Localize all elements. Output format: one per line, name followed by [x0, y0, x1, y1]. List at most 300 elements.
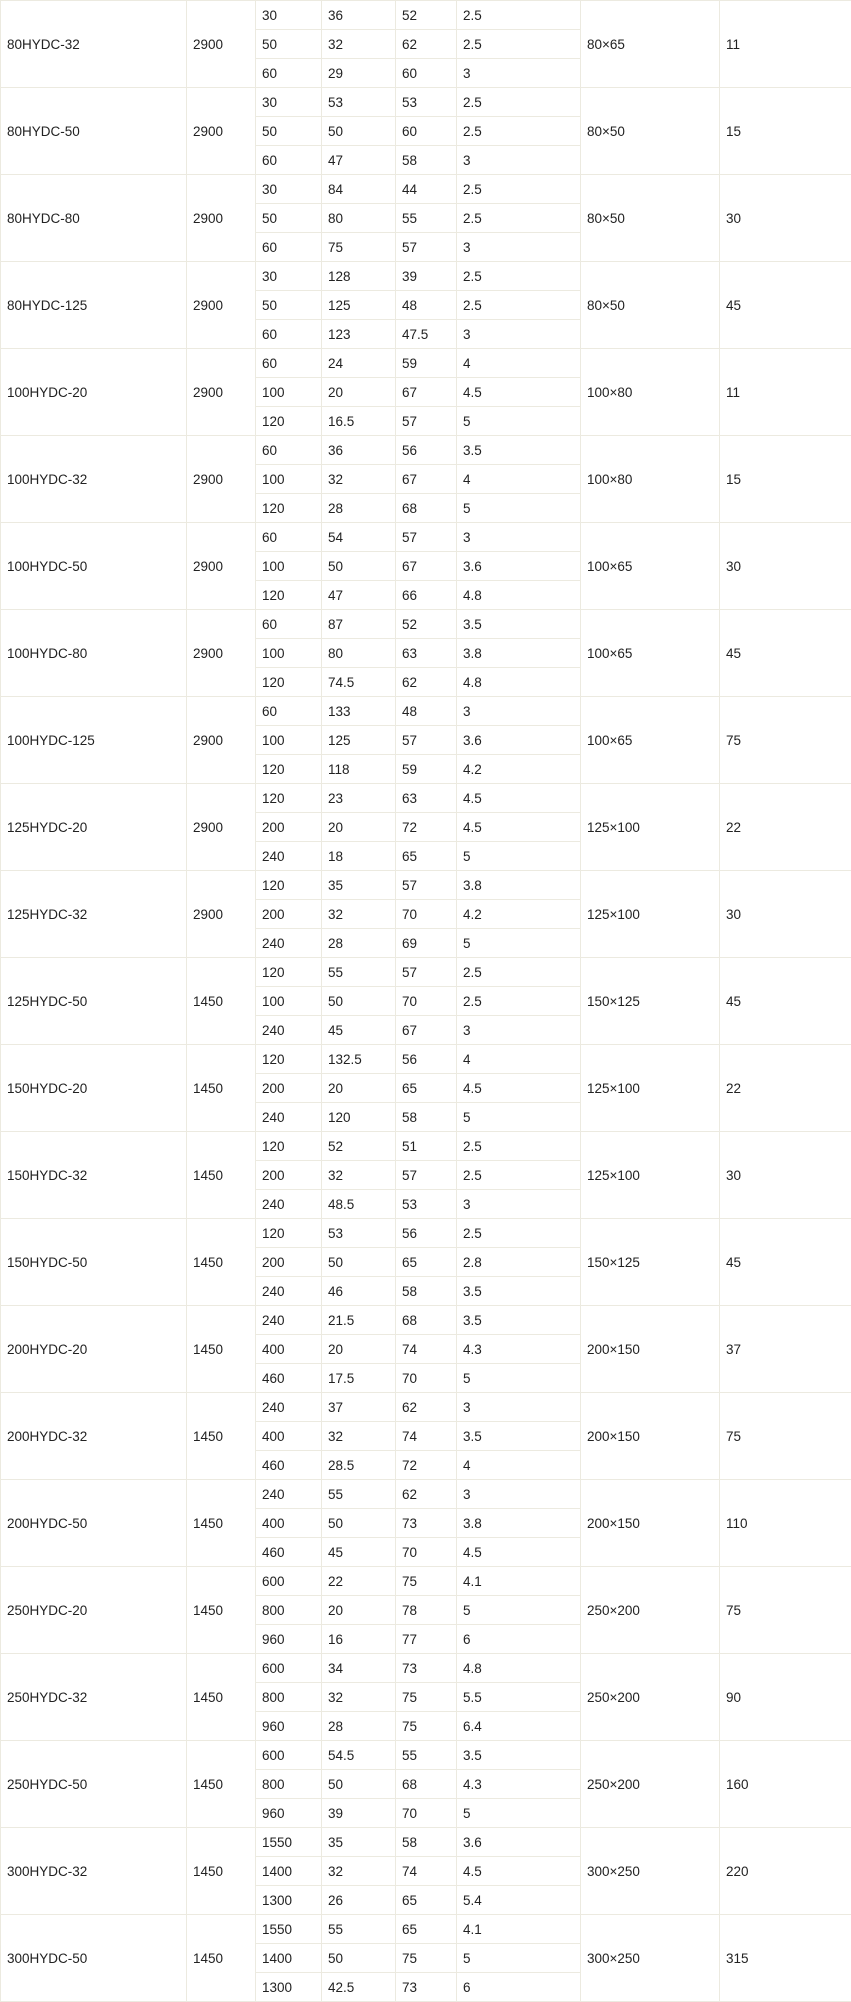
efficiency-cell: 72 [396, 813, 457, 842]
npsh-cell: 5 [457, 1103, 581, 1132]
efficiency-cell: 59 [396, 755, 457, 784]
table-row [1, 349, 851, 378]
flange-size-cell: 80×65 [581, 1, 720, 88]
speed-cell: 2900 [187, 523, 256, 610]
model-cell: 80HYDC-125 [1, 262, 187, 349]
npsh-cell: 4.5 [457, 1857, 581, 1886]
efficiency-cell: 70 [396, 900, 457, 929]
efficiency-cell: 75 [396, 1944, 457, 1973]
head-cell: 45 [322, 1538, 396, 1567]
flange-size-cell: 125×100 [581, 784, 720, 871]
npsh-cell: 4.8 [457, 668, 581, 697]
flow-cell: 30 [256, 262, 322, 291]
flow-cell: 100 [256, 639, 322, 668]
motor-power-cell: 45 [720, 1219, 851, 1306]
model-cell: 100HYDC-20 [1, 349, 187, 436]
efficiency-cell: 57 [396, 407, 457, 436]
efficiency-cell: 56 [396, 1045, 457, 1074]
efficiency-cell: 63 [396, 639, 457, 668]
table-row [1, 1306, 851, 1335]
npsh-cell: 2.5 [457, 204, 581, 233]
npsh-cell: 4.5 [457, 784, 581, 813]
efficiency-cell: 55 [396, 1741, 457, 1770]
head-cell: 54.5 [322, 1741, 396, 1770]
flow-cell: 120 [256, 494, 322, 523]
flow-cell: 120 [256, 958, 322, 987]
npsh-cell: 2.5 [457, 88, 581, 117]
model-cell: 250HYDC-32 [1, 1654, 187, 1741]
flow-cell: 1400 [256, 1944, 322, 1973]
motor-power-cell: 45 [720, 610, 851, 697]
npsh-cell: 2.5 [457, 30, 581, 59]
model-cell: 80HYDC-80 [1, 175, 187, 262]
head-cell: 32 [322, 30, 396, 59]
flow-cell: 200 [256, 900, 322, 929]
model-cell: 125HYDC-20 [1, 784, 187, 871]
npsh-cell: 2.5 [457, 1132, 581, 1161]
head-cell: 132.5 [322, 1045, 396, 1074]
flow-cell: 240 [256, 1393, 322, 1422]
flow-cell: 60 [256, 146, 322, 175]
flange-size-cell: 80×50 [581, 88, 720, 175]
speed-cell: 1450 [187, 1219, 256, 1306]
npsh-cell: 3 [457, 233, 581, 262]
flow-cell: 120 [256, 1219, 322, 1248]
efficiency-cell: 75 [396, 1567, 457, 1596]
flange-size-cell: 250×200 [581, 1741, 720, 1828]
npsh-cell: 3.6 [457, 726, 581, 755]
flow-cell: 240 [256, 1016, 322, 1045]
speed-cell: 1450 [187, 1480, 256, 1567]
head-cell: 125 [322, 726, 396, 755]
flow-cell: 60 [256, 59, 322, 88]
table-row [1, 436, 851, 465]
head-cell: 35 [322, 871, 396, 900]
flow-cell: 120 [256, 1132, 322, 1161]
efficiency-cell: 70 [396, 1799, 457, 1828]
efficiency-cell: 63 [396, 784, 457, 813]
npsh-cell: 3.5 [457, 610, 581, 639]
head-cell: 84 [322, 175, 396, 204]
flow-cell: 120 [256, 784, 322, 813]
npsh-cell: 4.1 [457, 1567, 581, 1596]
efficiency-cell: 67 [396, 378, 457, 407]
flow-cell: 240 [256, 1103, 322, 1132]
npsh-cell: 3.6 [457, 552, 581, 581]
npsh-cell: 6 [457, 1625, 581, 1654]
flange-size-cell: 200×150 [581, 1306, 720, 1393]
npsh-cell: 5.4 [457, 1886, 581, 1915]
flow-cell: 1550 [256, 1915, 322, 1944]
head-cell: 128 [322, 262, 396, 291]
npsh-cell: 3 [457, 1480, 581, 1509]
flow-cell: 120 [256, 1045, 322, 1074]
head-cell: 34 [322, 1654, 396, 1683]
npsh-cell: 5 [457, 494, 581, 523]
motor-power-cell: 45 [720, 958, 851, 1045]
efficiency-cell: 75 [396, 1712, 457, 1741]
model-cell: 200HYDC-50 [1, 1480, 187, 1567]
efficiency-cell: 58 [396, 1277, 457, 1306]
speed-cell: 2900 [187, 610, 256, 697]
efficiency-cell: 57 [396, 871, 457, 900]
model-cell: 100HYDC-80 [1, 610, 187, 697]
table-row [1, 262, 851, 291]
table-row [1, 1132, 851, 1161]
motor-power-cell: 15 [720, 436, 851, 523]
model-cell: 300HYDC-32 [1, 1828, 187, 1915]
flow-cell: 240 [256, 1306, 322, 1335]
efficiency-cell: 65 [396, 1074, 457, 1103]
head-cell: 36 [322, 1, 396, 30]
motor-power-cell: 15 [720, 88, 851, 175]
head-cell: 28 [322, 1712, 396, 1741]
flange-size-cell: 100×65 [581, 610, 720, 697]
speed-cell: 2900 [187, 349, 256, 436]
flow-cell: 50 [256, 30, 322, 59]
flow-cell: 960 [256, 1625, 322, 1654]
head-cell: 28 [322, 929, 396, 958]
npsh-cell: 4.5 [457, 378, 581, 407]
efficiency-cell: 59 [396, 349, 457, 378]
motor-power-cell: 22 [720, 1045, 851, 1132]
npsh-cell: 4.1 [457, 1915, 581, 1944]
npsh-cell: 4.5 [457, 1538, 581, 1567]
efficiency-cell: 57 [396, 958, 457, 987]
npsh-cell: 3.8 [457, 1509, 581, 1538]
speed-cell: 1450 [187, 1567, 256, 1654]
motor-power-cell: 30 [720, 871, 851, 958]
npsh-cell: 2.8 [457, 1248, 581, 1277]
efficiency-cell: 51 [396, 1132, 457, 1161]
npsh-cell: 4.3 [457, 1335, 581, 1364]
efficiency-cell: 58 [396, 1103, 457, 1132]
efficiency-cell: 44 [396, 175, 457, 204]
npsh-cell: 4 [457, 1451, 581, 1480]
flow-cell: 960 [256, 1712, 322, 1741]
flow-cell: 240 [256, 1277, 322, 1306]
head-cell: 32 [322, 465, 396, 494]
speed-cell: 2900 [187, 1, 256, 88]
head-cell: 80 [322, 204, 396, 233]
flow-cell: 30 [256, 1, 322, 30]
flange-size-cell: 250×200 [581, 1567, 720, 1654]
motor-power-cell: 75 [720, 697, 851, 784]
flow-cell: 120 [256, 668, 322, 697]
motor-power-cell: 45 [720, 262, 851, 349]
efficiency-cell: 62 [396, 1393, 457, 1422]
head-cell: 55 [322, 1480, 396, 1509]
flow-cell: 460 [256, 1451, 322, 1480]
flange-size-cell: 100×80 [581, 349, 720, 436]
head-cell: 53 [322, 88, 396, 117]
model-cell: 80HYDC-50 [1, 88, 187, 175]
model-cell: 80HYDC-32 [1, 1, 187, 88]
flow-cell: 50 [256, 291, 322, 320]
head-cell: 125 [322, 291, 396, 320]
table-row [1, 1567, 851, 1596]
npsh-cell: 2.5 [457, 958, 581, 987]
flow-cell: 1300 [256, 1973, 322, 2002]
head-cell: 80 [322, 639, 396, 668]
flow-cell: 800 [256, 1596, 322, 1625]
efficiency-cell: 70 [396, 1364, 457, 1393]
npsh-cell: 3.5 [457, 1306, 581, 1335]
npsh-cell: 2.5 [457, 1, 581, 30]
efficiency-cell: 77 [396, 1625, 457, 1654]
motor-power-cell: 90 [720, 1654, 851, 1741]
efficiency-cell: 62 [396, 1480, 457, 1509]
npsh-cell: 3 [457, 523, 581, 552]
efficiency-cell: 47.5 [396, 320, 457, 349]
npsh-cell: 6 [457, 1973, 581, 2002]
npsh-cell: 2.5 [457, 117, 581, 146]
speed-cell: 1450 [187, 1306, 256, 1393]
head-cell: 50 [322, 1509, 396, 1538]
efficiency-cell: 62 [396, 30, 457, 59]
flow-cell: 50 [256, 204, 322, 233]
efficiency-cell: 52 [396, 1, 457, 30]
npsh-cell: 3 [457, 1190, 581, 1219]
npsh-cell: 3 [457, 320, 581, 349]
npsh-cell: 3.8 [457, 871, 581, 900]
flow-cell: 60 [256, 320, 322, 349]
motor-power-cell: 30 [720, 1132, 851, 1219]
flow-cell: 460 [256, 1538, 322, 1567]
flow-cell: 400 [256, 1509, 322, 1538]
npsh-cell: 3.5 [457, 436, 581, 465]
flow-cell: 1400 [256, 1857, 322, 1886]
speed-cell: 2900 [187, 697, 256, 784]
npsh-cell: 5 [457, 407, 581, 436]
flow-cell: 100 [256, 552, 322, 581]
npsh-cell: 4 [457, 349, 581, 378]
table-row [1, 1828, 851, 1857]
efficiency-cell: 65 [396, 1886, 457, 1915]
flow-cell: 800 [256, 1683, 322, 1712]
flange-size-cell: 200×150 [581, 1480, 720, 1567]
model-cell: 100HYDC-32 [1, 436, 187, 523]
model-cell: 250HYDC-20 [1, 1567, 187, 1654]
flange-size-cell: 125×100 [581, 1045, 720, 1132]
flange-size-cell: 250×200 [581, 1654, 720, 1741]
flow-cell: 120 [256, 581, 322, 610]
flow-cell: 60 [256, 610, 322, 639]
efficiency-cell: 68 [396, 1306, 457, 1335]
head-cell: 21.5 [322, 1306, 396, 1335]
flow-cell: 1300 [256, 1886, 322, 1915]
efficiency-cell: 67 [396, 552, 457, 581]
table-row [1, 1219, 851, 1248]
efficiency-cell: 55 [396, 204, 457, 233]
head-cell: 45 [322, 1016, 396, 1045]
flow-cell: 100 [256, 465, 322, 494]
table-row [1, 610, 851, 639]
speed-cell: 1450 [187, 1045, 256, 1132]
npsh-cell: 4.8 [457, 1654, 581, 1683]
efficiency-cell: 60 [396, 59, 457, 88]
speed-cell: 2900 [187, 88, 256, 175]
flow-cell: 30 [256, 175, 322, 204]
efficiency-cell: 58 [396, 1828, 457, 1857]
efficiency-cell: 70 [396, 1538, 457, 1567]
flange-size-cell: 200×150 [581, 1393, 720, 1480]
head-cell: 37 [322, 1393, 396, 1422]
flange-size-cell: 100×65 [581, 697, 720, 784]
table-row [1, 1393, 851, 1422]
npsh-cell: 3.5 [457, 1422, 581, 1451]
motor-power-cell: 220 [720, 1828, 851, 1915]
npsh-cell: 3 [457, 1016, 581, 1045]
head-cell: 53 [322, 1219, 396, 1248]
speed-cell: 2900 [187, 436, 256, 523]
model-cell: 100HYDC-125 [1, 697, 187, 784]
flow-cell: 240 [256, 1480, 322, 1509]
speed-cell: 1450 [187, 1915, 256, 2002]
flow-cell: 100 [256, 726, 322, 755]
efficiency-cell: 58 [396, 146, 457, 175]
head-cell: 28.5 [322, 1451, 396, 1480]
head-cell: 16 [322, 1625, 396, 1654]
efficiency-cell: 67 [396, 465, 457, 494]
head-cell: 55 [322, 958, 396, 987]
npsh-cell: 3 [457, 59, 581, 88]
efficiency-cell: 66 [396, 581, 457, 610]
npsh-cell: 2.5 [457, 987, 581, 1016]
model-cell: 150HYDC-50 [1, 1219, 187, 1306]
model-cell: 100HYDC-50 [1, 523, 187, 610]
model-cell: 150HYDC-32 [1, 1132, 187, 1219]
efficiency-cell: 73 [396, 1509, 457, 1538]
speed-cell: 2900 [187, 784, 256, 871]
head-cell: 32 [322, 1683, 396, 1712]
head-cell: 16.5 [322, 407, 396, 436]
table-row [1, 88, 851, 117]
motor-power-cell: 30 [720, 175, 851, 262]
efficiency-cell: 72 [396, 1451, 457, 1480]
head-cell: 47 [322, 581, 396, 610]
head-cell: 55 [322, 1915, 396, 1944]
npsh-cell: 4 [457, 1045, 581, 1074]
flow-cell: 240 [256, 929, 322, 958]
flow-cell: 800 [256, 1770, 322, 1799]
model-cell: 200HYDC-32 [1, 1393, 187, 1480]
efficiency-cell: 73 [396, 1654, 457, 1683]
head-cell: 20 [322, 1074, 396, 1103]
head-cell: 36 [322, 436, 396, 465]
speed-cell: 1450 [187, 1654, 256, 1741]
efficiency-cell: 57 [396, 233, 457, 262]
table-row [1, 1045, 851, 1074]
head-cell: 20 [322, 1335, 396, 1364]
efficiency-cell: 48 [396, 291, 457, 320]
efficiency-cell: 68 [396, 494, 457, 523]
table-row [1, 523, 851, 552]
model-cell: 125HYDC-50 [1, 958, 187, 1045]
model-cell: 200HYDC-20 [1, 1306, 187, 1393]
flow-cell: 120 [256, 407, 322, 436]
table-row [1, 1654, 851, 1683]
head-cell: 50 [322, 1944, 396, 1973]
npsh-cell: 4.8 [457, 581, 581, 610]
npsh-cell: 2.5 [457, 262, 581, 291]
flow-cell: 200 [256, 813, 322, 842]
head-cell: 74.5 [322, 668, 396, 697]
head-cell: 28 [322, 494, 396, 523]
head-cell: 32 [322, 900, 396, 929]
head-cell: 87 [322, 610, 396, 639]
motor-power-cell: 75 [720, 1393, 851, 1480]
table-row [1, 871, 851, 900]
efficiency-cell: 67 [396, 1016, 457, 1045]
head-cell: 20 [322, 1596, 396, 1625]
head-cell: 48.5 [322, 1190, 396, 1219]
npsh-cell: 5 [457, 1596, 581, 1625]
npsh-cell: 2.5 [457, 1161, 581, 1190]
npsh-cell: 4.3 [457, 1770, 581, 1799]
flow-cell: 960 [256, 1799, 322, 1828]
efficiency-cell: 52 [396, 610, 457, 639]
head-cell: 18 [322, 842, 396, 871]
efficiency-cell: 56 [396, 1219, 457, 1248]
motor-power-cell: 11 [720, 349, 851, 436]
head-cell: 52 [322, 1132, 396, 1161]
npsh-cell: 3.8 [457, 639, 581, 668]
efficiency-cell: 65 [396, 842, 457, 871]
motor-power-cell: 110 [720, 1480, 851, 1567]
efficiency-cell: 65 [396, 1915, 457, 1944]
head-cell: 118 [322, 755, 396, 784]
efficiency-cell: 57 [396, 1161, 457, 1190]
npsh-cell: 3 [457, 697, 581, 726]
flange-size-cell: 300×250 [581, 1828, 720, 1915]
head-cell: 120 [322, 1103, 396, 1132]
table-row [1, 1, 851, 30]
head-cell: 50 [322, 1248, 396, 1277]
flange-size-cell: 100×80 [581, 436, 720, 523]
table-row [1, 784, 851, 813]
speed-cell: 1450 [187, 1741, 256, 1828]
head-cell: 54 [322, 523, 396, 552]
motor-power-cell: 37 [720, 1306, 851, 1393]
efficiency-cell: 74 [396, 1857, 457, 1886]
speed-cell: 1450 [187, 958, 256, 1045]
efficiency-cell: 74 [396, 1422, 457, 1451]
npsh-cell: 5 [457, 1799, 581, 1828]
flange-size-cell: 150×125 [581, 1219, 720, 1306]
flow-cell: 600 [256, 1654, 322, 1683]
npsh-cell: 4 [457, 465, 581, 494]
flow-cell: 60 [256, 233, 322, 262]
table-row [1, 1741, 851, 1770]
npsh-cell: 5.5 [457, 1683, 581, 1712]
npsh-cell: 2.5 [457, 175, 581, 204]
model-cell: 250HYDC-50 [1, 1741, 187, 1828]
npsh-cell: 5 [457, 842, 581, 871]
flange-size-cell: 80×50 [581, 262, 720, 349]
flow-cell: 60 [256, 523, 322, 552]
model-cell: 150HYDC-20 [1, 1045, 187, 1132]
flow-cell: 460 [256, 1364, 322, 1393]
efficiency-cell: 53 [396, 88, 457, 117]
head-cell: 29 [322, 59, 396, 88]
flow-cell: 600 [256, 1741, 322, 1770]
table-row [1, 697, 851, 726]
flange-size-cell: 125×100 [581, 871, 720, 958]
speed-cell: 1450 [187, 1132, 256, 1219]
npsh-cell: 5 [457, 1944, 581, 1973]
head-cell: 22 [322, 1567, 396, 1596]
